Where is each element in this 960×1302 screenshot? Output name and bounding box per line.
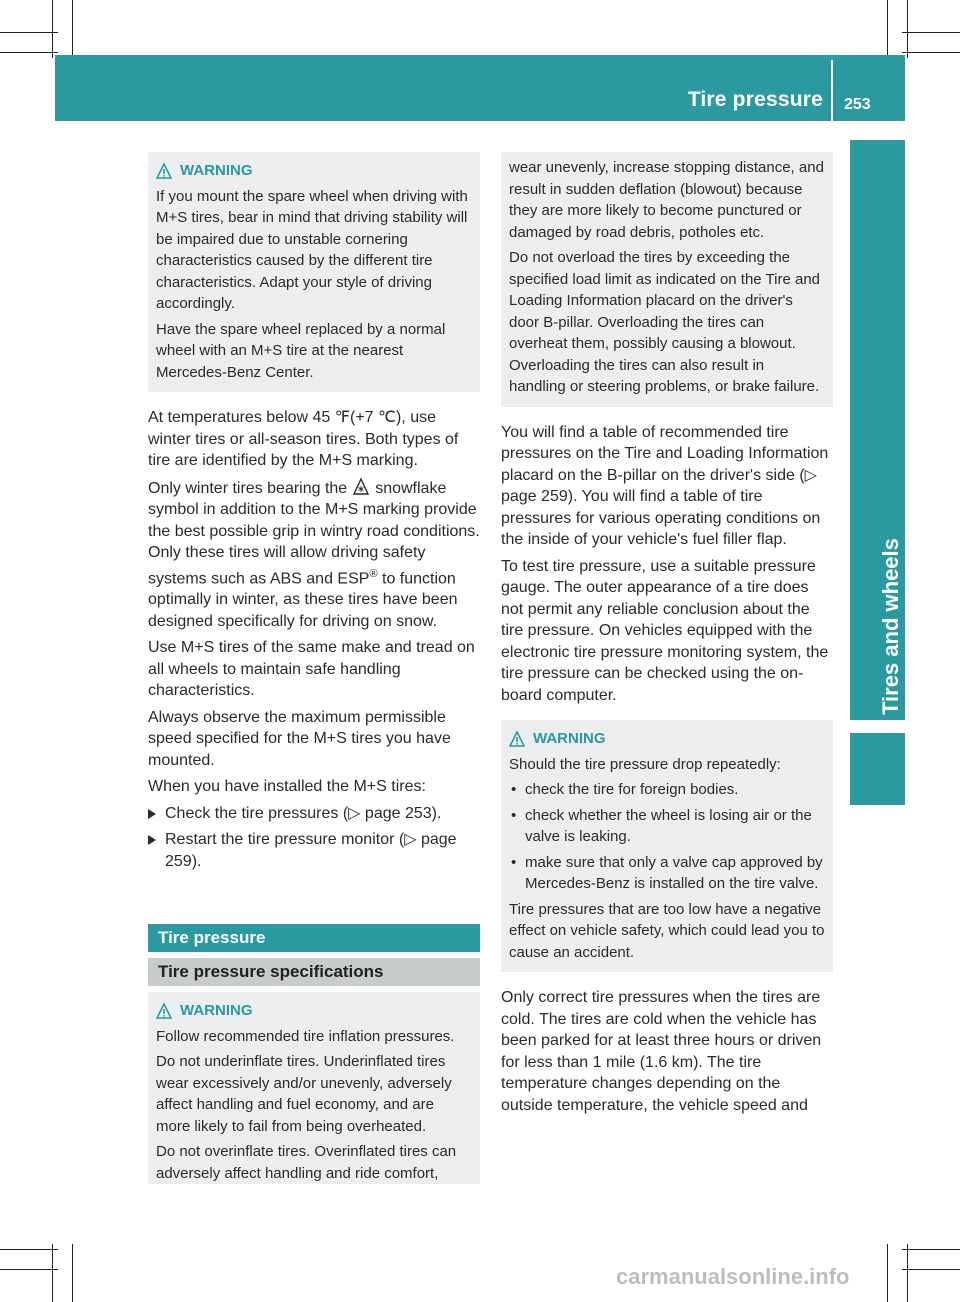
crop-mark [0, 32, 58, 33]
subsection-title: Tire pressure specifications [158, 962, 384, 981]
text-span: snowflake symbol in addition to the M+S marking provide the best possible grip in wintry road conditions. Only these tires will allow driving safety systems such as ABS and ESP [148, 479, 480, 587]
instruction-step [148, 829, 480, 872]
text-span: Only winter tires bearing the [148, 479, 348, 497]
crop-mark [902, 32, 960, 33]
warning-heading [156, 1000, 472, 1022]
step-arrow-icon [148, 809, 156, 819]
crop-mark [72, 0, 73, 58]
chapter-tab-marker [850, 733, 905, 805]
step-text: Restart the tire pressure monitor (▷ page 259). [165, 831, 457, 870]
warning-heading [156, 160, 472, 182]
snowflake-mountain-icon [353, 477, 369, 497]
warning-box-inflation [148, 992, 480, 1184]
bullet-item [509, 779, 825, 801]
bullet-text: make sure that only a valve cap approved by Mercedes-Benz is installed on the tire valve. [525, 853, 823, 892]
warning-text: If you mount the spare wheel when driving with M+S tires, bear in mind that driving stability will be impaired due to unstable cornering characteristics caused by the different tire characteristics. Adapt your style of driving accordingly. [156, 187, 468, 312]
warning-text: wear unevenly, increase stopping distance, and result in sudden deflation (blowout) because they are more likely to become punctured or damaged by road debris, potholes etc. [509, 159, 824, 241]
crop-mark [907, 0, 908, 58]
warning-text: Follow recommended tire inflation pressures. [156, 1027, 455, 1045]
body-paragraph: Use M+S tires of the same make and tread on all wheels to maintain safe handling characteristics. [148, 639, 475, 700]
crop-mark [52, 1244, 53, 1302]
crop-mark [0, 52, 58, 53]
left-column [148, 152, 480, 877]
warning-text: Do not overload the tires by exceeding the specified load limit as indicated on the Tire and Loading Information placard on the driver's door B-pillar. Overloading the tires can overheat them, possibly causing a blowout. Overloading the tires can also result in handling or steering problems, or brake failure. [509, 249, 821, 395]
chapter-tab-label: Tires and wheels [878, 538, 903, 715]
body-paragraph: When you have installed the M+S tires: [148, 778, 426, 796]
warning-triangle-icon [509, 731, 525, 747]
page-title: Tire pressure [687, 88, 823, 111]
warning-text: Tire pressures that are too low have a negative effect on vehicle safety, which could lead you to cause an accident. [509, 900, 825, 961]
step-arrow-icon [148, 835, 156, 845]
crop-mark [902, 1269, 960, 1270]
warning-text: Have the spare wheel replaced by a normal wheel with an M+S tire at the nearest Mercedes-Benz Center. [156, 320, 446, 381]
crop-mark [902, 52, 960, 53]
warning-box-continued [501, 152, 833, 407]
body-paragraph: At temperatures below 45 ℉(+7 ℃), use winter tires or all-season tires. Both types of tire are identified by the M+S marking. [148, 409, 459, 469]
crop-mark [0, 1269, 58, 1270]
bullet-text: check whether the wheel is losing air or the valve is leaking. [525, 806, 812, 845]
crop-mark [887, 1244, 888, 1302]
instruction-step [148, 803, 480, 825]
crop-mark [52, 0, 53, 58]
subsection-heading [148, 958, 480, 986]
warning-label: WARNING [180, 1002, 253, 1019]
crop-mark [887, 0, 888, 58]
warning-label: WARNING [533, 730, 606, 747]
crop-mark [902, 1249, 960, 1250]
warning-box-spare-wheel [148, 152, 480, 392]
bullet-item [509, 852, 825, 895]
watermark: carmanualsonline.info [616, 1264, 850, 1289]
body-paragraph: To test tire pressure, use a suitable pressure gauge. The outer appearance of a tire does not permit any reliable conclusion about the tire pressure. On vehicles equipped with the electronic tire pressure monitoring system, the tire pressure can be checked using the on-board computer. [501, 557, 829, 704]
bullet-mark: • [511, 781, 517, 798]
left-column-bottom [148, 992, 480, 1184]
step-text: Check the tire pressures (▷ page 253). [165, 804, 442, 822]
warning-text: Do not overinflate tires. Overinflated tires can adversely affect handling and ride comfort, [156, 1143, 457, 1182]
warning-triangle-icon [156, 163, 172, 179]
text-span: to function optimally in winter, as these tires have been designed specifically for driving on snow. [148, 569, 458, 630]
registered-mark: ® [369, 567, 378, 580]
crop-mark [0, 1249, 58, 1250]
body-paragraph [148, 477, 480, 633]
bullet-item [509, 805, 825, 848]
body-paragraph: Only correct tire pressures when the tires are cold. The tires are cold when the vehicle has been parked for at least three hours or driven for less than 1 mile (1.6 km). The tire temperature changes depending on the outside temperature, the vehicle speed and [501, 989, 822, 1114]
warning-text: Should the tire pressure drop repeatedly: [509, 755, 781, 773]
section-heading-tire-pressure [148, 924, 480, 952]
body-paragraph: Always observe the maximum permissible speed specified for the M+S tires you have mounted. [148, 708, 451, 769]
bullet-mark: • [511, 806, 517, 824]
bullet-text: check the tire for foreign bodies. [525, 781, 739, 798]
warning-label: WARNING [180, 162, 253, 179]
section-title: Tire pressure [158, 928, 266, 947]
body-paragraph: You will find a table of recommended tire pressures on the Tire and Loading Information placard on the B-pillar on the driver's side (▷ page 259). You will find a table of tire pressures for various operating conditions on the inside of your vehicle's fuel filler flap. [501, 423, 829, 548]
crop-mark [907, 1244, 908, 1302]
crop-mark [72, 1244, 73, 1302]
warning-heading [509, 728, 825, 750]
bullet-mark: • [511, 853, 517, 871]
header-divider [831, 60, 833, 121]
right-column [501, 152, 833, 1121]
warning-box-pressure-drop [501, 720, 833, 972]
warning-triangle-icon [156, 1003, 172, 1019]
page-number: 253 [844, 96, 871, 113]
warning-text: Do not underinflate tires. Underinflated tires wear excessively and/or unevenly, adversely affect handling and fuel economy, and are more likely to fail from being overheated. [156, 1053, 452, 1135]
